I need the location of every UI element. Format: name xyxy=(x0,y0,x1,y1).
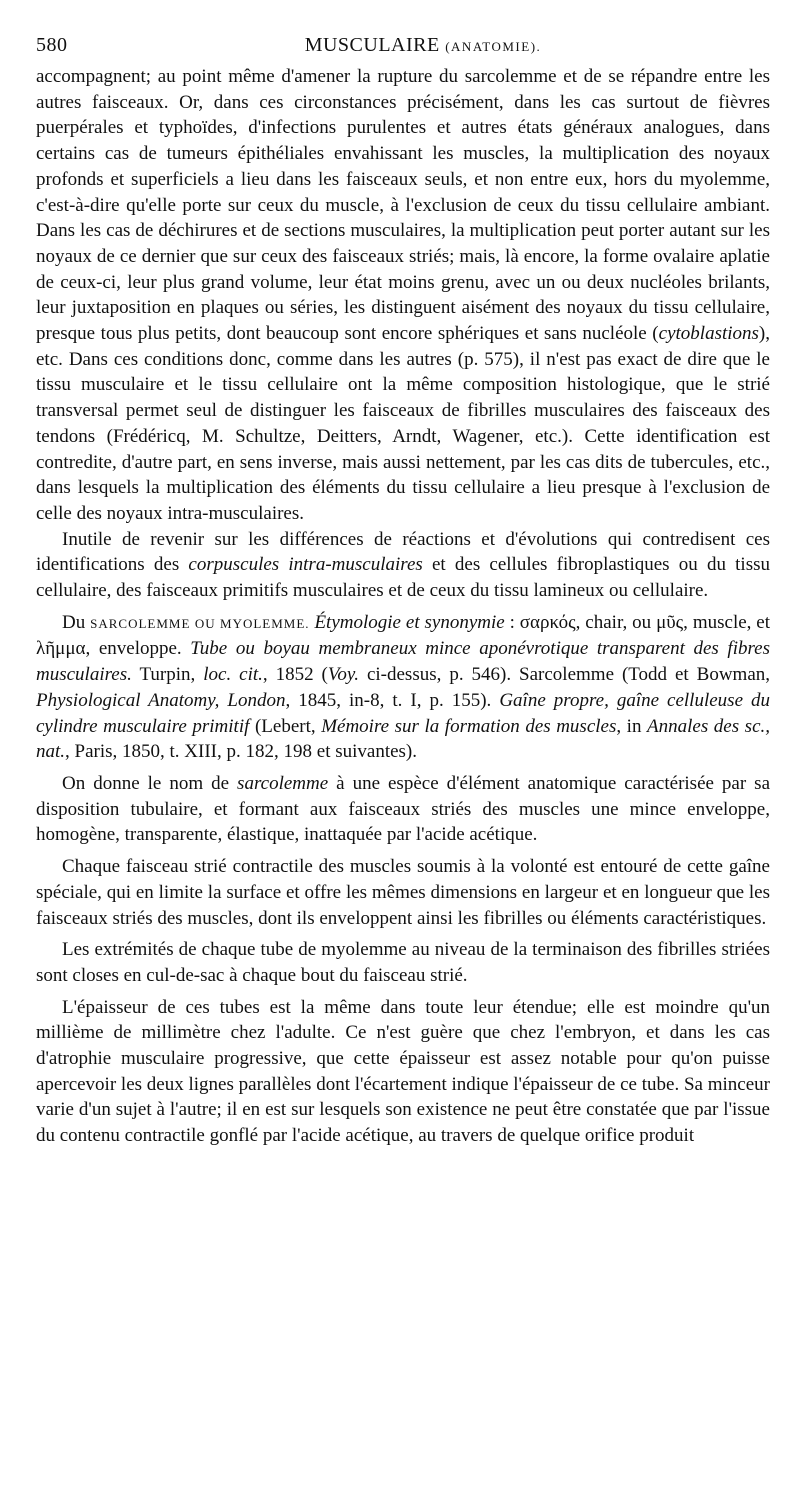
paragraph-5: Chaque faisceau strié contractile des muscles soumis à la volonté est entouré de cette gaîne spéciale, qui en limite la surface et offre les mêmes dimensions en largeur et en longueur que les faisceaux striés des muscles, dont ils enveloppent ainsi les fibrilles ou éléments caractéristiques. xyxy=(36,856,770,929)
loc-cit: loc. cit. xyxy=(203,664,263,686)
running-title: MUSCULAIRE xyxy=(304,34,440,56)
paragraph-1-text: accompagnent; au point même d'amener la rupture du sarcolemme et de se répandre entre les autres faisceaux. Or, dans ces circonstances précisément, dans les cas surtout de fièvres puerpérales et typhoïdes, d'infections purulentes et autres états généraux analogues, dans certains cas de tumeurs épithéliales envahissant les muscles, la multiplication des noyaux profonds et superficiels a lieu dans les faisceaux seuls, et non entre eux, hors du myolemme, c'est-à-dire qu'elle porte sur ceux du muscle, à l'exclusion de ceux du tissu cellulaire ambiant. Dans les cas de déchirures et de sections musculaires, la multiplication peut porter autant sur les noyaux de ce dernier que sur ceux des faisceaux striés; mais, là encore, la forme ovalaire aplatie de ceux-ci, leur plus grand volume, leur état moins grenu, avec un ou deux nucléoles brilants, leur juxtaposition en plaques ou séries, les distinguent aisément des noyaux du tissu cellulaire, presque tous plus petits, dont beaucoup sont encore sphériques et sans nucléole ( xyxy=(36,66,770,345)
p3-text-b: Turpin, xyxy=(131,664,204,686)
paragraph-1 xyxy=(36,64,770,527)
sarcolemme-term: sarcolemme xyxy=(237,772,329,794)
p3-text-e: , 1845, in-8, t. I, p. 155). xyxy=(285,689,500,711)
memoire-title: Mémoire sur la formation des muscles xyxy=(321,715,617,737)
paragraph-4-text-b: à une espèce d'élément anatomique caractérisée par sa disposition tubulaire, et formant aux faisceaux striés des muscles une mince enveloppe, homogène, transparente, élastique, inattaquée par l'acide acétique. xyxy=(36,772,771,846)
running-subtitle: (ANATOMIE). xyxy=(445,39,542,54)
section-heading: SARCOLEMME OU MYOLEMME. xyxy=(90,615,310,631)
gaine-synonyms: Gaîne propre, gaîne celluleuse du cylindre musculaire primitif xyxy=(36,689,771,737)
paragraph-1-end: ), etc. Dans ces conditions donc, comme dans les autres (p. 575), il n'est pas exact de dire que le tissu musculaire et le tissu cellulaire ont la même composition histologique, que le strié transversal permet seul de distinguer les faisceaux de fibrilles musculaires des faisceaux des tendons (Frédéricq, M. Schultze, Deitters, Arndt, Wagener, etc.). Cette identification est contredite, d'autre part, en sens inverse, mais aussi nettement, par les cas dits de tubercules, etc., dans lesquels la multiplication des éléments du tissu cellulaire a lieu presque à l'exclusion de celle des noyaux intra-musculaires. xyxy=(36,323,770,524)
corpuscules-term: corpuscules intra-musculaires xyxy=(188,554,423,576)
etymology-text: : σαρκός, chair, ou μῦς, muscle, et λῆμμα, enveloppe. xyxy=(36,611,771,660)
paragraph-7: L'épaisseur de ces tubes est la même dans toute leur étendue; elle est moindre qu'un millième de millimètre chez l'adulte. Ce n'est guère que chez l'embryon, et dans les cas d'atrophie musculaire progressive, que cette épaisseur est assez notable pour qu'on puisse apercevoir les deux lignes parallèles dont l'écartement indique l'épaisseur de ce tube. Sa minceur varie d'un sujet à l'autre; il en est sur lesquels son existence ne peut être constatée que par l'issue du contenu contractile gonflé par l'acide acétique, au travers de quelque orifice produit xyxy=(36,996,770,1147)
tube-definition: Tube ou boyau membraneux mince aponévrotique transparent des fibres musculaires. xyxy=(36,638,770,686)
p3-text-h: , Paris, 1850, t. XIII, p. 182, 198 et suivantes). xyxy=(65,741,418,763)
paragraph-2-text-a: Inutile de revenir sur les différences de réactions et d'évolutions qui contredisent ces identifications des xyxy=(36,528,770,576)
p3-text-c: , 1852 ( xyxy=(262,664,328,686)
etymology-label: Étymologie et synonymie xyxy=(314,611,505,633)
p3-text-g: , in xyxy=(616,715,648,737)
paragraph-2-text-b: et des cellules fibroplastiques ou du tissu cellulaire, des faisceaux primitifs musculaires et de ceux du tissu lamineux ou cellulaire. xyxy=(36,554,770,602)
paragraph-2 xyxy=(36,527,770,604)
p3-text-d: ci-dessus, p. 546). Sarcolemme (Todd et Bowman, xyxy=(359,664,771,686)
page-number: 580 xyxy=(36,34,68,56)
cytoblastions-term: cytoblastions xyxy=(658,323,759,345)
page-header xyxy=(36,34,770,64)
physiological-anatomy-title: Physiological Anatomy, London xyxy=(36,689,286,711)
voy-ref: Voy. xyxy=(327,664,360,686)
paragraph-4 xyxy=(36,771,770,848)
running-head xyxy=(36,34,770,57)
annales-title: Annales des sc., nat. xyxy=(36,715,770,763)
paragraph-6: Les extrémités de chaque tube de myolemme au niveau de la terminaison des fibrilles striées sont closes en cul-de-sac à chaque bout du faisceau strié. xyxy=(36,939,770,986)
paragraph-3-section-heading xyxy=(36,610,770,765)
body-text xyxy=(36,64,770,1149)
paragraph-4-text-a: On donne le nom de xyxy=(62,772,238,794)
p3-text-f: (Lebert, xyxy=(249,715,322,737)
section-du: Du xyxy=(62,611,86,633)
